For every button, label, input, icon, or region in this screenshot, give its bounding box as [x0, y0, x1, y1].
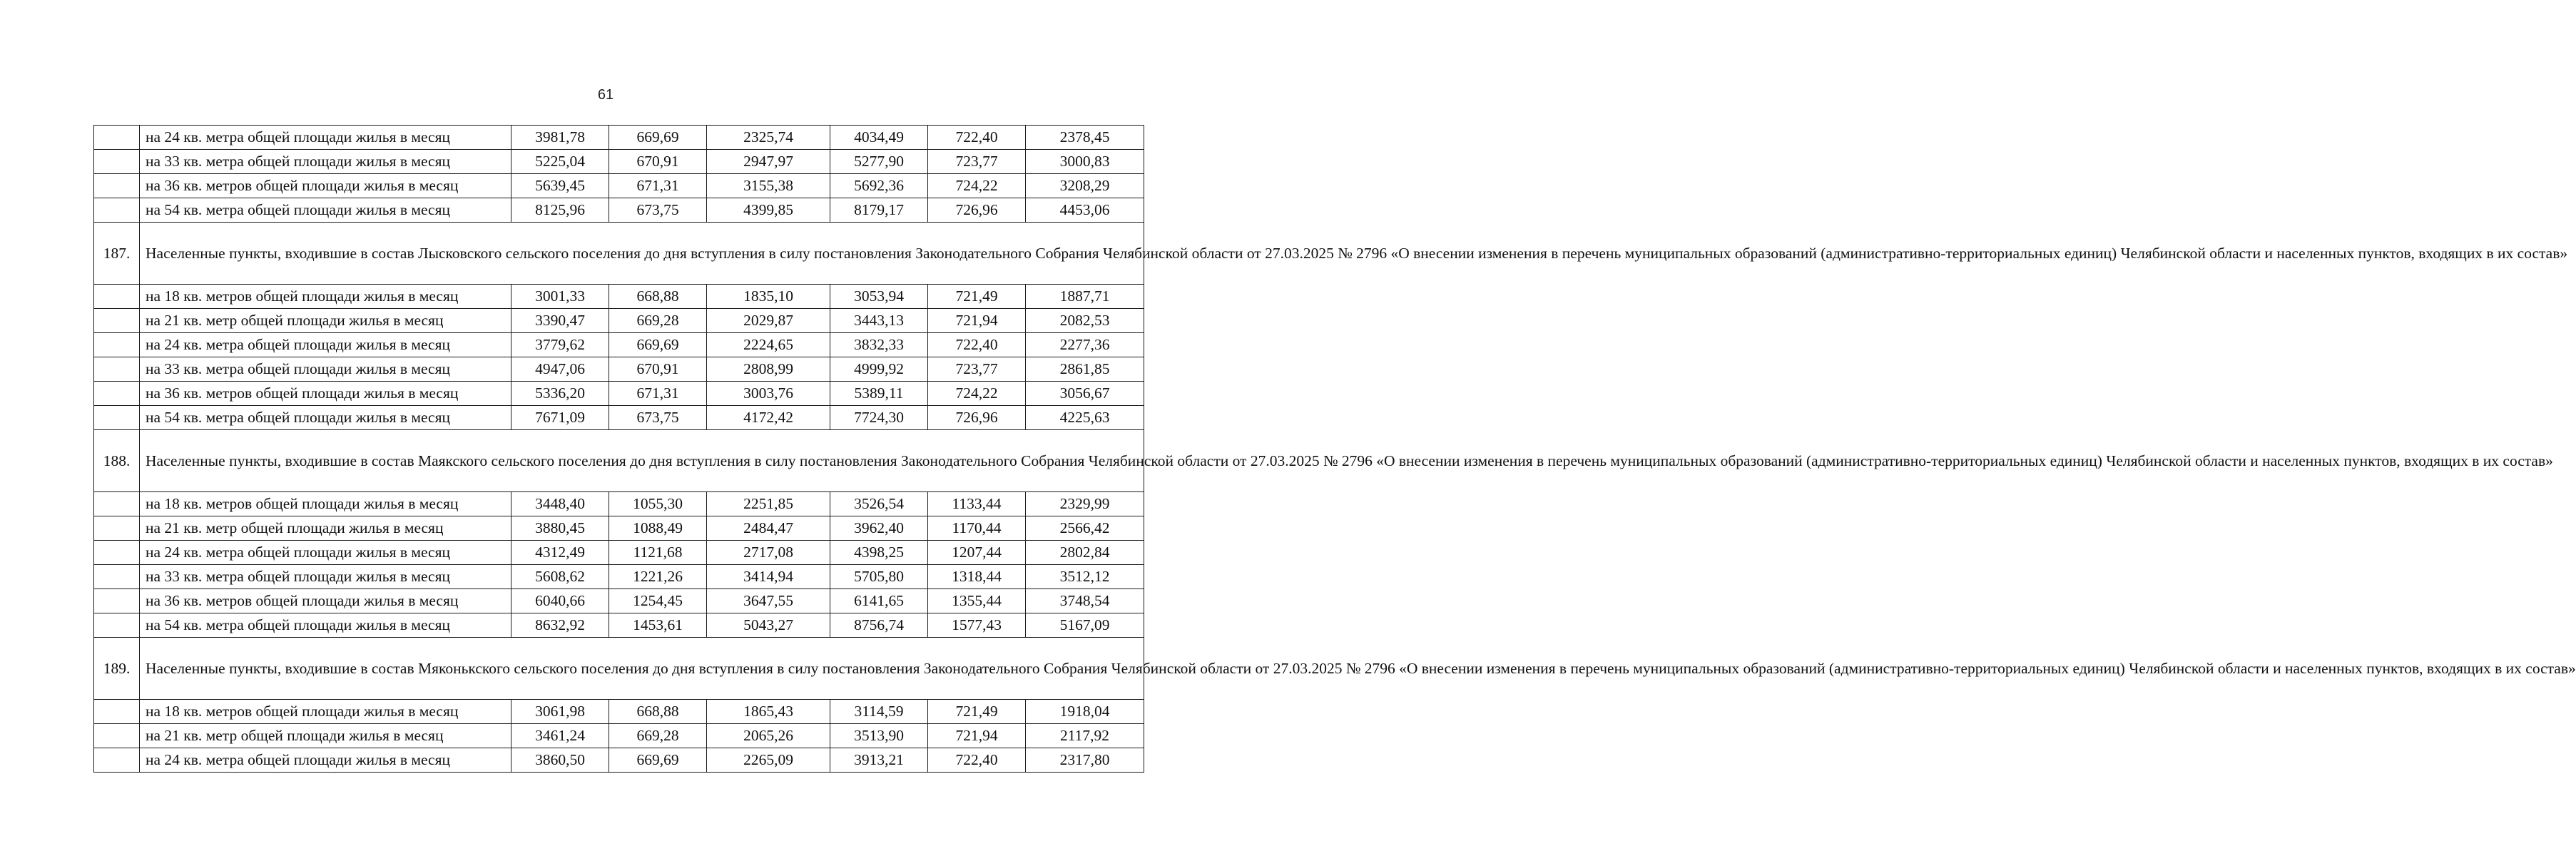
row-label: на 54 кв. метра общей площади жилья в месяц — [140, 198, 511, 223]
value-cell: 721,94 — [928, 309, 1026, 333]
value-cell: 669,69 — [609, 333, 707, 357]
value-cell: 4172,42 — [707, 406, 830, 430]
value-cell: 669,28 — [609, 309, 707, 333]
table-row — [94, 357, 1144, 382]
value-cell: 4034,49 — [830, 126, 928, 150]
value-cell: 3208,29 — [1026, 174, 1144, 198]
value-cell: 726,96 — [928, 198, 1026, 223]
value-cell: 1865,43 — [707, 700, 830, 724]
row-label: на 18 кв. метров общей площади жилья в месяц — [140, 285, 511, 309]
tariff-table — [93, 125, 2576, 773]
row-number-cell — [94, 198, 140, 223]
value-cell: 3512,12 — [1026, 565, 1144, 589]
table-row — [94, 589, 1144, 613]
value-cell: 669,69 — [609, 748, 707, 773]
table-row — [94, 198, 1144, 223]
value-cell: 669,69 — [609, 126, 707, 150]
value-cell: 3414,94 — [707, 565, 830, 589]
value-cell: 1453,61 — [609, 613, 707, 638]
value-cell: 1355,44 — [928, 589, 1026, 613]
value-cell: 3448,40 — [511, 492, 609, 516]
row-number-cell — [94, 541, 140, 565]
value-cell: 2802,84 — [1026, 541, 1144, 565]
value-cell: 3647,55 — [707, 589, 830, 613]
row-number-cell — [94, 406, 140, 430]
value-cell: 2484,47 — [707, 516, 830, 541]
value-cell: 3114,59 — [830, 700, 928, 724]
value-cell: 3748,54 — [1026, 589, 1144, 613]
table-row — [94, 406, 1144, 430]
value-cell: 723,77 — [928, 150, 1026, 174]
row-number-cell — [94, 357, 140, 382]
row-label: на 21 кв. метр общей площади жилья в месяц — [140, 724, 511, 748]
section-header-text: Населенные пункты, входившие в состав Лысковского сельского поселения до дня вступления в силу постановления Законодательного Собрания Челябинской области от 27.03.2025 № 2796 «О внесении изменения в перечень муниципальных образований (административно-территориальных единиц) Челябинской области и населенных пунктов, входящих в их состав» — [140, 223, 1144, 285]
row-label: на 24 кв. метра общей площади жилья в месяц — [140, 333, 511, 357]
value-cell: 3526,54 — [830, 492, 928, 516]
value-cell: 3390,47 — [511, 309, 609, 333]
value-cell: 5692,36 — [830, 174, 928, 198]
value-cell: 2325,74 — [707, 126, 830, 150]
row-number-cell — [94, 724, 140, 748]
row-number-cell — [94, 382, 140, 406]
value-cell: 5639,45 — [511, 174, 609, 198]
value-cell: 3860,50 — [511, 748, 609, 773]
value-cell: 722,40 — [928, 333, 1026, 357]
value-cell: 1088,49 — [609, 516, 707, 541]
value-cell: 2029,87 — [707, 309, 830, 333]
value-cell: 670,91 — [609, 150, 707, 174]
value-cell: 2251,85 — [707, 492, 830, 516]
value-cell: 1918,04 — [1026, 700, 1144, 724]
row-number-cell — [94, 589, 140, 613]
table-row — [94, 748, 1144, 773]
section-number: 188. — [94, 430, 140, 492]
value-cell: 723,77 — [928, 357, 1026, 382]
value-cell: 2717,08 — [707, 541, 830, 565]
value-cell: 4398,25 — [830, 541, 928, 565]
value-cell: 3513,90 — [830, 724, 928, 748]
table-row — [94, 333, 1144, 357]
value-cell: 726,96 — [928, 406, 1026, 430]
value-cell: 721,94 — [928, 724, 1026, 748]
value-cell: 2277,36 — [1026, 333, 1144, 357]
row-label: на 33 кв. метра общей площади жилья в месяц — [140, 150, 511, 174]
value-cell: 2317,80 — [1026, 748, 1144, 773]
section-number: 187. — [94, 223, 140, 285]
value-cell: 1121,68 — [609, 541, 707, 565]
row-label: на 36 кв. метров общей площади жилья в месяц — [140, 174, 511, 198]
row-label: на 21 кв. метр общей площади жилья в месяц — [140, 516, 511, 541]
value-cell: 8632,92 — [511, 613, 609, 638]
value-cell: 3443,13 — [830, 309, 928, 333]
value-cell: 3981,78 — [511, 126, 609, 150]
value-cell: 3779,62 — [511, 333, 609, 357]
value-cell: 5608,62 — [511, 565, 609, 589]
value-cell: 3061,98 — [511, 700, 609, 724]
row-label: на 33 кв. метра общей площади жилья в месяц — [140, 565, 511, 589]
value-cell: 3001,33 — [511, 285, 609, 309]
value-cell: 1577,43 — [928, 613, 1026, 638]
table-row — [94, 565, 1144, 589]
value-cell: 724,22 — [928, 174, 1026, 198]
table-row — [94, 613, 1144, 638]
value-cell: 1170,44 — [928, 516, 1026, 541]
value-cell: 721,49 — [928, 700, 1026, 724]
row-label: на 54 кв. метра общей площади жилья в месяц — [140, 406, 511, 430]
value-cell: 722,40 — [928, 126, 1026, 150]
value-cell: 1887,71 — [1026, 285, 1144, 309]
row-label: на 24 кв. метра общей площади жилья в месяц — [140, 541, 511, 565]
row-number-cell — [94, 613, 140, 638]
value-cell: 668,88 — [609, 285, 707, 309]
value-cell: 5705,80 — [830, 565, 928, 589]
value-cell: 722,40 — [928, 748, 1026, 773]
row-label: на 54 кв. метра общей площади жилья в месяц — [140, 613, 511, 638]
row-number-cell — [94, 748, 140, 773]
row-number-cell — [94, 285, 140, 309]
value-cell: 3913,21 — [830, 748, 928, 773]
value-cell: 4453,06 — [1026, 198, 1144, 223]
value-cell: 668,88 — [609, 700, 707, 724]
value-cell: 5167,09 — [1026, 613, 1144, 638]
value-cell: 2082,53 — [1026, 309, 1144, 333]
value-cell: 8756,74 — [830, 613, 928, 638]
value-cell: 5277,90 — [830, 150, 928, 174]
value-cell: 671,31 — [609, 382, 707, 406]
value-cell: 2329,99 — [1026, 492, 1144, 516]
value-cell: 3000,83 — [1026, 150, 1144, 174]
table-row — [94, 382, 1144, 406]
page-number: 61 — [597, 87, 614, 103]
value-cell: 6040,66 — [511, 589, 609, 613]
value-cell: 2224,65 — [707, 333, 830, 357]
value-cell: 4225,63 — [1026, 406, 1144, 430]
value-cell: 3962,40 — [830, 516, 928, 541]
value-cell: 6141,65 — [830, 589, 928, 613]
section-number: 189. — [94, 638, 140, 700]
row-label: на 21 кв. метр общей площади жилья в месяц — [140, 309, 511, 333]
value-cell: 721,49 — [928, 285, 1026, 309]
value-cell: 1318,44 — [928, 565, 1026, 589]
value-cell: 2566,42 — [1026, 516, 1144, 541]
section-header-row — [94, 638, 1144, 700]
value-cell: 7724,30 — [830, 406, 928, 430]
row-label: на 24 кв. метра общей площади жилья в месяц — [140, 748, 511, 773]
value-cell: 670,91 — [609, 357, 707, 382]
row-number-cell — [94, 309, 140, 333]
row-label: на 24 кв. метра общей площади жилья в месяц — [140, 126, 511, 150]
value-cell: 5225,04 — [511, 150, 609, 174]
table-row — [94, 516, 1144, 541]
row-label: на 33 кв. метра общей площади жилья в месяц — [140, 357, 511, 382]
value-cell: 2065,26 — [707, 724, 830, 748]
value-cell: 2117,92 — [1026, 724, 1144, 748]
value-cell: 2947,97 — [707, 150, 830, 174]
value-cell: 5043,27 — [707, 613, 830, 638]
value-cell: 1254,45 — [609, 589, 707, 613]
row-number-cell — [94, 333, 140, 357]
value-cell: 1835,10 — [707, 285, 830, 309]
section-header-text: Населенные пункты, входившие в состав Мяконькского сельского поселения до дня вступления в силу постановления Законодательного Собрания Челябинской области от 27.03.2025 № 2796 «О внесении изменения в перечень муниципальных образований (административно-территориальных единиц) Челябинской области и населенных пунктов, входящих в их состав» — [140, 638, 1144, 700]
section-header-text: Населенные пункты, входившие в состав Маякского сельского поселения до дня вступления в силу постановления Законодательного Собрания Челябинской области от 27.03.2025 № 2796 «О внесении изменения в перечень муниципальных образований (административно-территориальных единиц) Челябинской области и населенных пунктов, входящих в их состав» — [140, 430, 1144, 492]
row-label: на 18 кв. метров общей площади жилья в месяц — [140, 700, 511, 724]
table-row — [94, 126, 1144, 150]
value-cell: 8125,96 — [511, 198, 609, 223]
value-cell: 2808,99 — [707, 357, 830, 382]
value-cell: 1133,44 — [928, 492, 1026, 516]
table-row — [94, 150, 1144, 174]
value-cell: 1055,30 — [609, 492, 707, 516]
value-cell: 7671,09 — [511, 406, 609, 430]
value-cell: 2861,85 — [1026, 357, 1144, 382]
value-cell: 3155,38 — [707, 174, 830, 198]
value-cell: 4312,49 — [511, 541, 609, 565]
value-cell: 5336,20 — [511, 382, 609, 406]
value-cell: 4399,85 — [707, 198, 830, 223]
value-cell: 2265,09 — [707, 748, 830, 773]
value-cell: 724,22 — [928, 382, 1026, 406]
value-cell: 2378,45 — [1026, 126, 1144, 150]
value-cell: 3832,33 — [830, 333, 928, 357]
table-row — [94, 541, 1144, 565]
table-row — [94, 174, 1144, 198]
table-row — [94, 309, 1144, 333]
value-cell: 3461,24 — [511, 724, 609, 748]
value-cell: 669,28 — [609, 724, 707, 748]
row-label: на 18 кв. метров общей площади жилья в месяц — [140, 492, 511, 516]
row-number-cell — [94, 516, 140, 541]
table-row — [94, 724, 1144, 748]
table-row — [94, 492, 1144, 516]
row-number-cell — [94, 565, 140, 589]
value-cell: 671,31 — [609, 174, 707, 198]
value-cell: 1221,26 — [609, 565, 707, 589]
value-cell: 673,75 — [609, 198, 707, 223]
value-cell: 4999,92 — [830, 357, 928, 382]
row-label: на 36 кв. метров общей площади жилья в месяц — [140, 589, 511, 613]
value-cell: 1207,44 — [928, 541, 1026, 565]
table-body — [94, 126, 2576, 773]
row-number-cell — [94, 126, 140, 150]
value-cell: 3056,67 — [1026, 382, 1144, 406]
row-number-cell — [94, 492, 140, 516]
row-label: на 36 кв. метров общей площади жилья в месяц — [140, 382, 511, 406]
table-row — [94, 700, 1144, 724]
value-cell: 673,75 — [609, 406, 707, 430]
value-cell: 5389,11 — [830, 382, 928, 406]
value-cell: 3003,76 — [707, 382, 830, 406]
section-header-row — [94, 223, 1144, 285]
row-number-cell — [94, 150, 140, 174]
section-header-row — [94, 430, 1144, 492]
table-row — [94, 285, 1144, 309]
row-number-cell — [94, 174, 140, 198]
value-cell: 8179,17 — [830, 198, 928, 223]
row-number-cell — [94, 700, 140, 724]
value-cell: 4947,06 — [511, 357, 609, 382]
value-cell: 3880,45 — [511, 516, 609, 541]
value-cell: 3053,94 — [830, 285, 928, 309]
